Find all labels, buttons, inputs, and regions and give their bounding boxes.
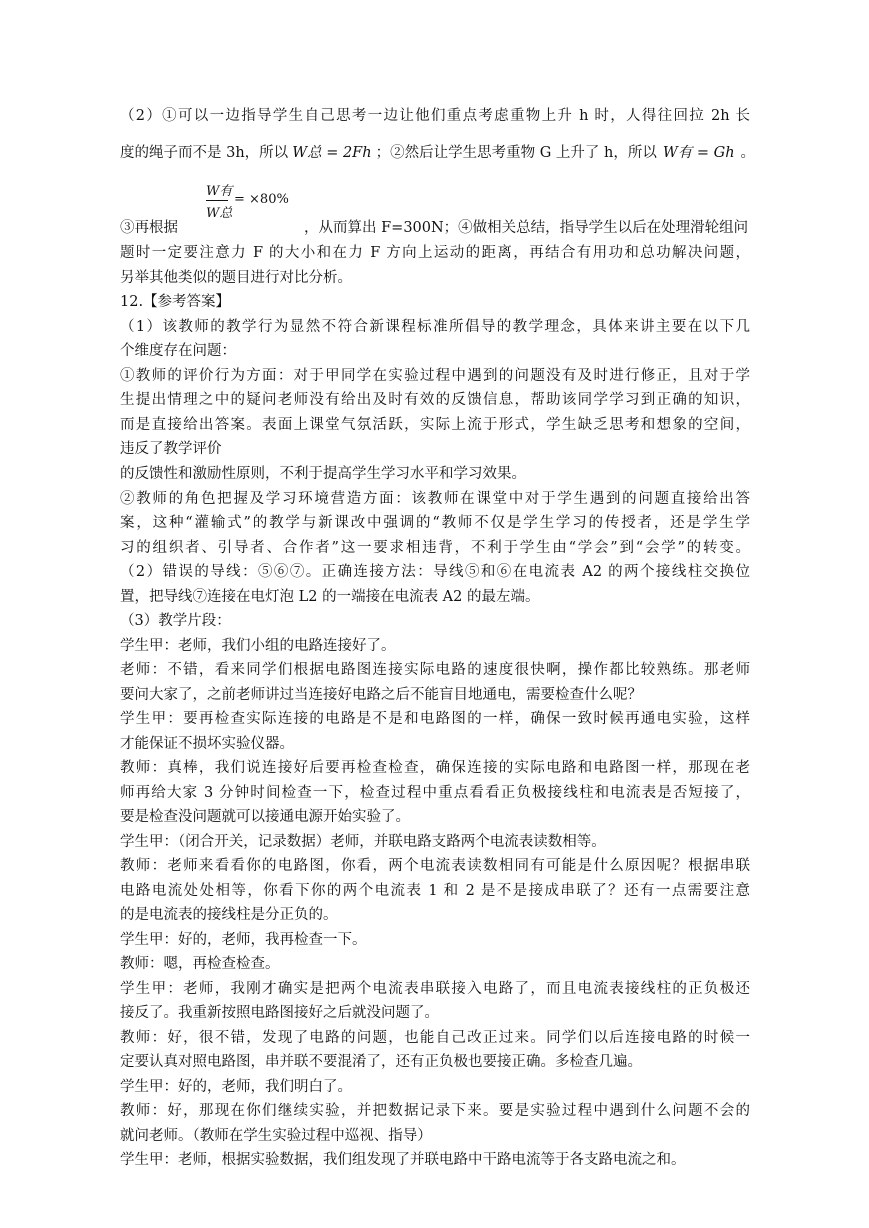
para-line: 违反了教学评价 — [120, 441, 222, 457]
para-line: 教师：真棒，我们说连接好后要再检查检查，确保连接的实际电路和电路图一样，那现在老 — [120, 760, 750, 776]
para-line: 个维度存在问题： — [120, 343, 236, 359]
text-run: ③再根据 — [120, 220, 178, 236]
para-line — [120, 218, 750, 238]
para-line: 学生甲：好的，老师，我再检查一下。 — [120, 932, 367, 948]
para-line: 置，把导线⑦连接在电灯泡 L2 的一端接在电流表 A2 的最左端。 — [120, 589, 540, 605]
fraction-bar — [206, 200, 228, 201]
formula-rhs: = ×80% — [234, 192, 289, 207]
para-line: （3）教学片段： — [120, 613, 231, 629]
para-line: （2）错误的导线：⑤⑥⑦。正确连接方法：导线⑤和⑥在电流表 A2 的两个接线柱交换位 — [120, 564, 750, 580]
para-line: 另举其他类似的题目进行对比分析。 — [120, 270, 352, 286]
para-line: 学生甲：（闭合开关，记录数据）老师，并联电路支路两个电流表读数相等。 — [120, 834, 606, 850]
para-line: （1）该教师的教学行为显然不符合新课程标准所倡导的教学理念，具体来讲主要在以下几 — [120, 319, 750, 335]
para-line: 学生甲：要再检查实际连接的电路是不是和电路图的一样，确保一致时候再通电实验，这样 — [120, 711, 750, 727]
para-line: 的反馈性和激励性原则，不利于提高学生学习水平和学习效果。 — [120, 466, 526, 482]
para-line: 习的组织者、引导者、合作者”这一要求相违背，不利于学生由“学会”到“会学”的转变。 — [120, 540, 750, 556]
para-line: 生提出情理之中的疑问老师没有给出及时有效的反馈信息，帮助该同学学习到正确的知识， — [120, 392, 750, 408]
text-run: 度的绳子而不是 3h，所以 — [120, 145, 289, 161]
formula-total-work: W总 = 2Fh — [292, 145, 372, 161]
formula-numerator: W有 — [206, 184, 233, 199]
para-line: 学生甲：老师，我刚才确实是把两个电流表串联接入电路了，而且电流表接线柱的正负极还 — [120, 981, 750, 997]
para-line: 要是检查没问题就可以接通电源开始实验了。 — [120, 809, 410, 825]
text-run: ；②然后让学生思考重物 G 上升了 h，所以 — [375, 145, 657, 161]
para-line: 学生甲：老师，我们小组的电路连接好了。 — [120, 638, 396, 654]
para-line: 电路电流处处相等，你看下你的两个电流表 1 和 2 是不是接成串联了？还有一点需要注意 — [120, 883, 750, 899]
para-line — [120, 143, 756, 163]
para-line: ②教师的角色把握及学习环境营造方面：该教师在课堂中对于学生遇到的问题直接给出答 — [120, 491, 750, 507]
formula-useful-work: W有 = Gh — [662, 145, 735, 161]
para-line: 要问大家了，之前老师讲过当连接好电路之后不能盲目地通电，需要检查什么呢？ — [120, 687, 642, 703]
para-line: 教师：老师来看看你的电路图，你看，两个电流表读数相同有可能是什么原因呢？根据串联 — [120, 858, 750, 874]
para-line: 教师：嗯，再检查检查。 — [120, 956, 280, 972]
para-line: 学生甲：好的，老师，我们明白了。 — [120, 1079, 352, 1095]
section-heading: 12.【参考答案】 — [120, 294, 231, 310]
para-line: ①教师的评价行为方面：对于甲同学在实验过程中遇到的问题没有及时进行修正，且对于学 — [120, 368, 750, 384]
para-line: 题时一定要注意力 F 的大小和在力 F 方向上运动的距离，再结合有用功和总功解决问题， — [120, 245, 750, 261]
para-line: 教师：好，很不错，发现了电路的问题，也能自己改正过来。同学们以后连接电路的时候一 — [120, 1030, 750, 1046]
text-run: 。 — [740, 145, 756, 161]
para-line: 接反了。我重新按照电路图接好之后就没问题了。 — [120, 1005, 439, 1021]
para-line: 老师：不错，看来同学们根据电路图连接实际电路的速度很快啊，操作都比较熟练。那老师 — [120, 662, 750, 678]
para-line: 而是直接给出答案。表面上课堂气氛活跃，实际上流于形式，学生缺乏思考和想象的空间， — [120, 417, 750, 433]
para-line: 教师：好，那现在你们继续实验，并把数据记录下来。要是实验过程中遇到什么问题不会的 — [120, 1103, 750, 1119]
para-line: 的是电流表的接线柱是分正负的。 — [120, 907, 338, 923]
para-line: 学生甲：老师，根据实验数据，我们组发现了并联电路中干路电流等于各支路电流之和。 — [120, 1152, 686, 1168]
para-line: 定要认真对照电路图，串并联不要混淆了，还有正负极也要接正确。多检查几遍。 — [120, 1054, 642, 1070]
formula-denominator: W总 — [206, 206, 233, 221]
para-line: 就问老师。（教师在学生实验过程中巡视、指导） — [120, 1128, 432, 1144]
text-run: ，从而算出 F=300N；④做相关总结，指导学生以后在处理滑轮组问 — [304, 220, 749, 236]
para-line: 才能保证不损坏实验仪器。 — [120, 736, 294, 752]
para-line: 案，这种“灌输式”的教学与新课改中强调的“教师不仅是学生学习的传授者，还是学生学 — [120, 515, 750, 531]
para-line: （2）①可以一边指导学生自己思考一边让他们重点考虑重物上升 h 时，人得往回拉 2h 长 — [120, 108, 750, 124]
para-line: 师再给大家 3 分钟时间检查一下，检查过程中重点看看正负极接线柱和电流表是否短接了， — [120, 785, 750, 801]
